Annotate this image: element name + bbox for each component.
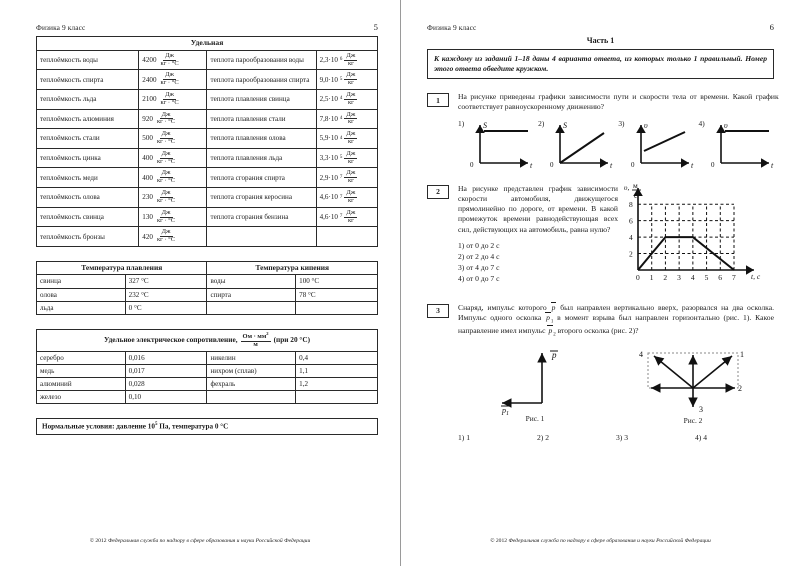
quantity-value-2: 2,5·10 4 $\frac{Дж}{кг}$ [316, 89, 377, 109]
chart-xlabel: t, с [751, 271, 761, 281]
unit-denominator: кг · °С [156, 177, 176, 185]
task-2-body [458, 180, 774, 290]
quantity-value: 130 $\frac{Дж}{кг \cdot ^\circ С}$ [139, 207, 207, 227]
vector-p-inline: p [551, 302, 556, 312]
left-header-title: Физика 9 класс [36, 23, 86, 32]
unit-numerator: Дж [165, 51, 175, 59]
boiling-value: 100 °С [296, 275, 378, 288]
unit-fraction [155, 229, 177, 244]
task-3-body [458, 303, 774, 444]
unit-denominator: кг · °С [160, 98, 179, 106]
velocity-time-chart [624, 182, 774, 290]
figure-2-svg [634, 343, 752, 415]
table-row [37, 129, 378, 149]
table-row [37, 351, 378, 364]
task-1-origin-label: 0 [470, 160, 474, 169]
material-name: серебро [37, 351, 126, 364]
task-3-number: 3 [427, 304, 449, 318]
melting-substance: свинца [37, 275, 126, 288]
unit-denominator: кг [347, 79, 354, 87]
task-1-choice-graph [546, 119, 618, 171]
unit-numerator: Дж [346, 208, 356, 216]
chart-axes [638, 188, 754, 270]
quantity-name: теплоёмкость воды [37, 50, 139, 70]
chart-ylabel-var: υ, [624, 182, 630, 192]
unit-fraction [155, 131, 177, 146]
figure-2-label-4: 4 [639, 350, 643, 360]
task-3-options [458, 433, 774, 443]
chart-xtick: 0 [636, 272, 640, 282]
figure-1-label-p1: $p_1$ [502, 406, 509, 418]
melting-value: 0 °С [125, 301, 207, 314]
task-1-text: На рисунке приведены графики зависимости пути и скорости тела от времени. Какой график соответствует равноускоренному движению? [458, 92, 779, 112]
resistivity-unit-num: Ом · $мм^2$ [242, 330, 269, 341]
quantity-value-2: 3,3·10 5 $\frac{Дж}{кг}$ [316, 148, 377, 168]
unit-denominator: кг [347, 157, 354, 165]
unit-denominator: кг [347, 216, 354, 224]
task-1-origin-label: 0 [550, 160, 554, 169]
table-title-row [37, 37, 378, 51]
quantity-name: теплоёмкость алюминия [37, 109, 139, 129]
task-1-yaxis-label: S [563, 120, 568, 130]
task-1-origin-label: 0 [710, 160, 715, 169]
unit-fraction [344, 190, 357, 205]
material-name: медь [37, 364, 126, 377]
unit-numerator: Дж [346, 110, 356, 118]
figure-2-caption: Рис. 2 [683, 416, 703, 426]
material-name-2: нихром (сплав) [207, 364, 296, 377]
task-1-xaxis-label: t [610, 160, 613, 170]
chart-ytick: 2 [629, 249, 633, 259]
material-value-2: 0,4 [296, 351, 378, 364]
material-name-2: никелин [207, 351, 296, 364]
normal-conditions-box [36, 418, 378, 434]
unit-fraction [344, 131, 357, 146]
task-2-option-3[interactable]: 3) от 4 до 7 с [458, 262, 500, 272]
quantity-name-2: теплота плавления стали [207, 109, 316, 129]
task-1-choice-label: 1) [458, 118, 465, 128]
spacer [36, 315, 378, 329]
table-row [37, 301, 378, 314]
task-3-text-part-3: в момент взрыва был направлен горизонтально (рис. 1). Какое направление имел импульс [458, 312, 775, 335]
vector-p1-inline: $p_1$ [546, 312, 554, 325]
chart-xtick: 3 [677, 272, 681, 282]
quantity-name-2 [207, 227, 316, 247]
quantity-value-2 [316, 227, 377, 247]
quantity-value: 920 $\frac{Дж}{кг \cdot ^\circ С}$ [139, 109, 207, 129]
unit-fraction [158, 53, 180, 68]
task-1-choice-4[interactable] [699, 119, 779, 171]
unit-denominator: кг · °С [156, 157, 176, 165]
right-page [400, 0, 800, 566]
part-title: Часть 1 [586, 36, 615, 45]
quantity-value-2: 4,6·10 7 $\frac{Дж}{кг}$ [316, 188, 377, 208]
quantity-value: 420 $\frac{Дж}{кг \cdot ^\circ С}$ [139, 227, 207, 247]
task-2-option-1[interactable]: 1) от 0 до 2 с [458, 240, 500, 250]
task-2-option-4[interactable]: 4) от 0 до 7 с [458, 273, 500, 283]
task-2-number: 2 [427, 185, 449, 199]
material-value-2: 1,1 [296, 364, 378, 377]
right-page-header [427, 22, 774, 32]
task-2-text-col [458, 184, 618, 284]
chart-ylabel-num: м [633, 180, 638, 190]
quantity-name: теплоёмкость свинца [37, 207, 139, 227]
task-1-yaxis-label: υ [643, 120, 648, 130]
task-2-text: На рисунке представлен график зависимости скорости автомобиля, движущегося прямолинейно по дороге, от времени. В какой промежуток времени равнодействующая всех сил, действующих на автомобиль, равна нулю? [458, 183, 618, 234]
material-name-2 [207, 391, 296, 404]
melting-substance: олова [37, 288, 126, 301]
figure-2-label-2: 2 [738, 384, 742, 394]
unit-numerator: Дж [346, 51, 356, 59]
table-row [37, 288, 378, 301]
boiling-temp-header: Температура кипения [207, 261, 378, 275]
material-name: алюминий [37, 378, 126, 391]
resistivity-table [36, 329, 378, 404]
chart-ytick: 6 [629, 216, 633, 226]
unit-denominator: кг [347, 196, 354, 204]
task-1-choice-label: 2) [538, 118, 545, 128]
right-footer-copyright-text: Федеральная служба по надзору в сфере образования и науки Российской Федерации [508, 538, 711, 544]
resistivity-unit [241, 332, 271, 349]
task-1-choice-3[interactable] [618, 119, 698, 171]
chart-xtick: 7 [732, 272, 736, 282]
resistivity-title-pre: Удельное электрическое сопротивление, [103, 335, 238, 345]
quantity-name-2: теплота сгорания бензина [207, 207, 316, 227]
quantity-name-2: теплота сгорания керосина [207, 188, 316, 208]
quantity-name: теплоёмкость спирта [37, 70, 139, 90]
task-1-choices [458, 119, 779, 171]
unit-fraction [155, 190, 177, 205]
unit-denominator: кг · °С [156, 216, 176, 224]
quantity-name-2: теплота плавления свинца [207, 89, 316, 109]
normal-conditions-post: Па, температура 0 °С [157, 422, 229, 431]
boiling-value [296, 301, 378, 314]
task-1-body [458, 92, 779, 171]
quantity-name: теплоёмкость меди [37, 168, 139, 188]
resistivity-title-post: (при 20 °С) [273, 335, 311, 345]
unit-numerator: Дж [165, 90, 175, 98]
material-name-2: фехраль [207, 378, 296, 391]
table-title-row [37, 329, 378, 351]
normal-conditions-exp: 5 [154, 422, 158, 428]
right-footer-copyright-pre: © 2012 [490, 538, 509, 544]
unit-denominator: кг · °С [156, 196, 176, 204]
unit-numerator: Дж [161, 169, 171, 177]
task-3-option-2[interactable]: 2) 2 [537, 433, 550, 443]
task-1-yaxis-label: S [483, 120, 488, 130]
material-value: 0,016 [125, 351, 207, 364]
chart-xtick: 4 [690, 272, 695, 282]
task-3-option-1[interactable]: 1) 1 [458, 433, 471, 443]
quantity-value-2: 9,0·10 5 $\frac{Дж}{кг}$ [316, 70, 377, 90]
left-footer-copyright-text: Федеральная служба по надзору в сфере образования и науки Российской Федерации [107, 538, 311, 544]
left-page-number: 5 [373, 22, 378, 32]
quantity-value: 2400 $\frac{Дж}{кг \cdot ^\circ С}$ [139, 70, 207, 90]
figure-1 [480, 343, 590, 424]
melting-temp-header: Температура плавления [37, 261, 207, 275]
unit-denominator: кг [347, 138, 354, 146]
task-3-text [458, 303, 774, 340]
table-row [37, 227, 378, 247]
task-2-options [458, 240, 618, 284]
table-header-row [37, 261, 378, 275]
task-3-figures [458, 343, 774, 426]
task-1-choice-1[interactable] [458, 119, 538, 171]
quantity-name-2: теплота парообразования спирта [207, 70, 316, 90]
quantity-value-2: 7,8·10 4 $\frac{Дж}{кг}$ [316, 109, 377, 129]
quantity-value-2: 2,9·10 7 $\frac{Дж}{кг}$ [316, 168, 377, 188]
figure-2 [634, 343, 752, 426]
unit-numerator: Дж [161, 228, 171, 236]
unit-fraction [344, 170, 357, 185]
material-name: железо [37, 391, 126, 404]
boiling-value: 78 °С [296, 288, 378, 301]
chart-xtick: 6 [718, 272, 723, 282]
unit-numerator: Дж [346, 130, 356, 138]
spacer [36, 404, 378, 418]
spacer [36, 247, 378, 261]
chart-ylabel-den: с [634, 190, 638, 200]
quantity-value: 2100 $\frac{Дж}{кг \cdot ^\circ С}$ [139, 89, 207, 109]
unit-denominator: кг · °С [156, 138, 176, 146]
unit-numerator: Дж [161, 130, 171, 138]
quantity-name: теплоёмкость олова [37, 188, 139, 208]
task-1-choice-label: 4) [698, 118, 705, 128]
table-row [37, 89, 378, 109]
normal-conditions-label: Нормальные условия: [42, 422, 115, 431]
unit-denominator: кг [347, 118, 354, 126]
task-3-text-part-2: был направлен вертикально вверх, разорвался на два осколка. Импульс одного осколка [458, 302, 774, 322]
task-3-text-part-1: Снаряд, импульс которого [458, 302, 551, 312]
specific-quantities-table [36, 36, 378, 247]
quantity-value-2: 4,6·10 7 $\frac{Дж}{кг}$ [316, 207, 377, 227]
unit-denominator: кг [347, 177, 354, 185]
boiling-substance: воды [207, 275, 296, 288]
task-3-option-3[interactable]: 3) 3 [616, 433, 629, 443]
unit-denominator: кг [347, 59, 354, 67]
task-1-xaxis-label: t [690, 160, 693, 170]
quantity-value: 400 $\frac{Дж}{кг \cdot ^\circ С}$ [139, 168, 207, 188]
normal-conditions-pre: давление 10 [114, 422, 155, 431]
chart-ytick: 8 [629, 199, 633, 209]
unit-fraction [155, 112, 177, 127]
table-row [37, 364, 378, 377]
unit-fraction [344, 72, 357, 87]
boiling-substance: спирта [207, 288, 296, 301]
table-row [37, 275, 378, 288]
table-row [37, 70, 378, 90]
table-row [37, 207, 378, 227]
task-1-choice-label: 3) [618, 118, 625, 128]
melting-value: 327 °С [125, 275, 207, 288]
unit-numerator: Дж [346, 71, 356, 79]
table-row [37, 168, 378, 188]
quantity-value: 400 $\frac{Дж}{кг \cdot ^\circ С}$ [139, 148, 207, 168]
task-1-choice-2[interactable] [538, 119, 618, 171]
figure-1-caption: Рис. 1 [525, 414, 545, 424]
quantity-name-2: теплота сгорания спирта [207, 168, 316, 188]
unit-numerator: Дж [161, 149, 171, 157]
chart-xtick: 1 [649, 272, 654, 282]
quantity-value-2: 5,9·10 4 $\frac{Дж}{кг}$ [316, 129, 377, 149]
unit-denominator: кг · °С [160, 79, 179, 87]
right-page-number: 6 [769, 22, 774, 32]
unit-fraction [344, 151, 357, 166]
table-row [37, 188, 378, 208]
unit-fraction [158, 92, 180, 107]
velocity-time-svg [624, 182, 774, 290]
right-footer [401, 538, 800, 544]
unit-numerator: Дж [346, 90, 356, 98]
quantity-name: теплоёмкость бронзы [37, 227, 139, 247]
left-footer [0, 538, 400, 544]
unit-fraction [344, 92, 357, 107]
task-2 [427, 180, 774, 290]
unit-numerator: Дж [161, 189, 171, 197]
quantity-name-2: теплота плавления льда [207, 148, 316, 168]
material-value-2: 1,2 [296, 378, 378, 391]
unit-fraction [158, 72, 180, 87]
figure-1-svg [480, 343, 590, 418]
figure-2-label-1: 1 [740, 350, 744, 360]
task-1-number: 1 [427, 93, 449, 107]
left-footer-copyright-pre: © 2012 [89, 538, 108, 544]
melting-substance: льда [37, 301, 126, 314]
quantity-name: теплоёмкость стали [37, 129, 139, 149]
quantity-value: 4200 $\frac{Дж}{кг \cdot ^\circ С}$ [139, 50, 207, 70]
table-row [37, 109, 378, 129]
quantity-name-2: теплота парообразования воды [207, 50, 316, 70]
task-3 [427, 303, 774, 444]
unit-numerator: Дж [346, 149, 356, 157]
chart-data-line [638, 237, 734, 270]
quantity-name: теплоёмкость цинка [37, 148, 139, 168]
unit-denominator: кг · °С [156, 236, 176, 244]
unit-fraction [155, 210, 177, 225]
melting-value: 232 °С [125, 288, 207, 301]
figure-1-label-p: p [552, 350, 557, 361]
task-1-origin-label: 0 [630, 160, 635, 169]
task-3-option-4[interactable]: 4) 4 [695, 433, 708, 443]
unit-numerator: Дж [346, 189, 356, 197]
specific-table-title: Удельная [37, 37, 378, 51]
task-2-option-2[interactable]: 2) от 2 до 4 с [458, 251, 500, 261]
unit-numerator: Дж [165, 71, 175, 79]
temperature-table [36, 261, 378, 315]
unit-denominator: кг · °С [156, 118, 176, 126]
resistivity-title-cell [37, 329, 378, 351]
material-value-2 [296, 391, 378, 404]
quantity-value-2: 2,3·10 6 $\frac{Дж}{кг}$ [316, 50, 377, 70]
task-1-choice-graph [707, 119, 779, 171]
task-3-text-part-4: второго осколка (рис. 2)? [555, 325, 639, 335]
unit-fraction [344, 112, 357, 127]
unit-denominator: кг [347, 98, 354, 106]
right-header-title: Физика 9 класс [427, 23, 477, 32]
left-page-header [36, 22, 378, 32]
task-1-choice-graph [627, 119, 699, 171]
task-1-xaxis-label: t [770, 160, 773, 170]
task-1-xaxis-label: t [530, 160, 533, 170]
unit-fraction [155, 170, 177, 185]
table-row [37, 391, 378, 404]
unit-numerator: Дж [346, 169, 356, 177]
table-row [37, 148, 378, 168]
unit-denominator: кг · °С [160, 59, 179, 67]
task-1-choice-graph [466, 119, 538, 171]
quantity-name: теплоёмкость льда [37, 89, 139, 109]
unit-fraction [344, 210, 357, 225]
unit-numerator: Дж [161, 208, 171, 216]
quantity-value: 500 $\frac{Дж}{кг \cdot ^\circ С}$ [139, 129, 207, 149]
task-1 [427, 92, 779, 171]
unit-numerator: Дж [161, 110, 171, 118]
chart-xtick: 5 [704, 272, 709, 282]
task-1-yaxis-label: υ [723, 120, 728, 130]
figure-2-label-3: 3 [699, 405, 703, 415]
material-value: 0,10 [125, 391, 207, 404]
table-row [37, 50, 378, 70]
quantity-name-2: теплота плавления олова [207, 129, 316, 149]
boiling-substance [207, 301, 296, 314]
vector-p2-inline: $p_2$ [548, 325, 556, 338]
quantity-value: 230 $\frac{Дж}{кг \cdot ^\circ С}$ [139, 188, 207, 208]
chart-ytick: 4 [629, 232, 633, 242]
material-value: 0,017 [125, 364, 207, 377]
resistivity-unit-den: м [253, 340, 258, 348]
table-row [37, 378, 378, 391]
unit-fraction [344, 53, 357, 68]
instructions-box: К каждому из заданий 1–18 даны 4 варианта ответа, из которых только 1 правильный. Номер этого ответа обведите кружком. [427, 49, 774, 79]
chart-xtick: 2 [663, 272, 668, 282]
unit-fraction [155, 151, 177, 166]
material-value: 0,028 [125, 378, 207, 391]
